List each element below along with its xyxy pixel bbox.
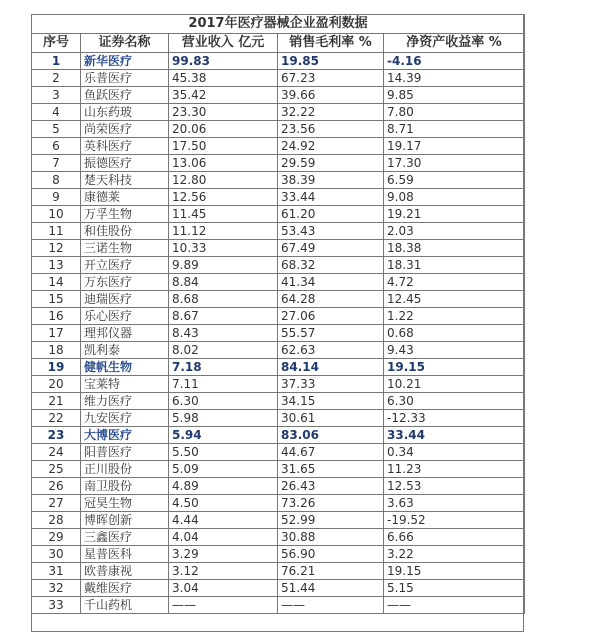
revenue-cell: 17.50 — [169, 138, 278, 155]
gross-margin-cell: 34.15 — [278, 393, 384, 410]
gross-margin-cell: 33.44 — [278, 189, 384, 206]
roe-cell: —— — [384, 597, 525, 614]
name-cell: 正川股份 — [81, 461, 169, 478]
gross-margin-cell: 56.90 — [278, 546, 384, 563]
revenue-cell: 99.83 — [169, 53, 278, 70]
seq-cell: 1 — [32, 53, 81, 70]
table-row — [32, 291, 525, 308]
roe-cell: 18.31 — [384, 257, 525, 274]
seq-cell: 9 — [32, 189, 81, 206]
name-cell: 戴维医疗 — [81, 580, 169, 597]
seq-cell: 14 — [32, 274, 81, 291]
gross-margin-cell: 41.34 — [278, 274, 384, 291]
name-cell: 康德莱 — [81, 189, 169, 206]
table-row — [32, 529, 525, 546]
seq-cell: 17 — [32, 325, 81, 342]
gross-margin-cell: 64.28 — [278, 291, 384, 308]
roe-cell: 11.23 — [384, 461, 525, 478]
table-row — [32, 308, 525, 325]
name-cell: 和佳股份 — [81, 223, 169, 240]
revenue-cell: 8.68 — [169, 291, 278, 308]
name-cell: 三鑫医疗 — [81, 529, 169, 546]
seq-cell: 29 — [32, 529, 81, 546]
revenue-cell: 4.44 — [169, 512, 278, 529]
gross-margin-cell: 37.33 — [278, 376, 384, 393]
table-row — [32, 274, 525, 291]
gross-margin-cell: 30.61 — [278, 410, 384, 427]
revenue-cell: 4.50 — [169, 495, 278, 512]
roe-cell: -19.52 — [384, 512, 525, 529]
gross-margin-cell: 67.49 — [278, 240, 384, 257]
table-row — [32, 87, 525, 104]
roe-cell: -12.33 — [384, 410, 525, 427]
revenue-cell: 7.11 — [169, 376, 278, 393]
seq-cell: 18 — [32, 342, 81, 359]
seq-cell: 22 — [32, 410, 81, 427]
seq-cell: 4 — [32, 104, 81, 121]
gross-margin-cell: 32.22 — [278, 104, 384, 121]
table-row — [32, 172, 525, 189]
seq-cell: 15 — [32, 291, 81, 308]
table-row — [32, 478, 525, 495]
name-cell: 健帆生物 — [81, 359, 169, 376]
gross-margin-cell: 19.85 — [278, 53, 384, 70]
revenue-cell: 3.04 — [169, 580, 278, 597]
gross-margin-cell: 68.32 — [278, 257, 384, 274]
name-cell: 万孚生物 — [81, 206, 169, 223]
data-table-container — [31, 14, 524, 632]
seq-cell: 16 — [32, 308, 81, 325]
seq-cell: 13 — [32, 257, 81, 274]
roe-cell: 19.21 — [384, 206, 525, 223]
gross-margin-cell: 38.39 — [278, 172, 384, 189]
roe-cell: 10.21 — [384, 376, 525, 393]
gross-margin-cell: 44.67 — [278, 444, 384, 461]
gross-margin-cell: 51.44 — [278, 580, 384, 597]
table-row — [32, 461, 525, 478]
seq-cell: 7 — [32, 155, 81, 172]
gross-margin-cell: 83.06 — [278, 427, 384, 444]
roe-cell: 3.63 — [384, 495, 525, 512]
roe-cell: 0.68 — [384, 325, 525, 342]
revenue-cell: 8.43 — [169, 325, 278, 342]
table-row — [32, 53, 525, 70]
roe-cell: 14.39 — [384, 70, 525, 87]
revenue-cell: 23.30 — [169, 104, 278, 121]
roe-cell: 2.03 — [384, 223, 525, 240]
table-row — [32, 206, 525, 223]
gross-margin-cell: 53.43 — [278, 223, 384, 240]
seq-cell: 25 — [32, 461, 81, 478]
seq-cell: 10 — [32, 206, 81, 223]
table-row — [32, 138, 525, 155]
revenue-cell: 20.06 — [169, 121, 278, 138]
name-cell: 理邦仪器 — [81, 325, 169, 342]
table-row — [32, 546, 525, 563]
gross-margin-cell: 27.06 — [278, 308, 384, 325]
revenue-cell: 3.12 — [169, 563, 278, 580]
name-cell: 九安医疗 — [81, 410, 169, 427]
seq-cell: 26 — [32, 478, 81, 495]
seq-cell: 31 — [32, 563, 81, 580]
seq-cell: 3 — [32, 87, 81, 104]
header-seq: 序号 — [32, 34, 81, 53]
roe-cell: 7.80 — [384, 104, 525, 121]
name-cell: 万东医疗 — [81, 274, 169, 291]
seq-cell: 2 — [32, 70, 81, 87]
gross-margin-cell: 84.14 — [278, 359, 384, 376]
name-cell: 迪瑞医疗 — [81, 291, 169, 308]
roe-cell: 12.45 — [384, 291, 525, 308]
name-cell: 乐心医疗 — [81, 308, 169, 325]
table-row — [32, 70, 525, 87]
table-row — [32, 597, 525, 614]
roe-cell: 19.15 — [384, 359, 525, 376]
name-cell: 鱼跃医疗 — [81, 87, 169, 104]
table-row — [32, 223, 525, 240]
seq-cell: 8 — [32, 172, 81, 189]
table-row — [32, 495, 525, 512]
roe-cell: 9.85 — [384, 87, 525, 104]
header-gross-margin: 销售毛利率 % — [278, 34, 384, 53]
name-cell: 阳普医疗 — [81, 444, 169, 461]
roe-cell: 19.17 — [384, 138, 525, 155]
seq-cell: 33 — [32, 597, 81, 614]
table-body — [32, 53, 525, 614]
revenue-cell: 12.80 — [169, 172, 278, 189]
seq-cell: 20 — [32, 376, 81, 393]
revenue-cell: 4.04 — [169, 529, 278, 546]
revenue-cell: 5.50 — [169, 444, 278, 461]
table-row — [32, 240, 525, 257]
table-row — [32, 189, 525, 206]
table-row — [32, 427, 525, 444]
revenue-cell: 4.89 — [169, 478, 278, 495]
roe-cell: 3.22 — [384, 546, 525, 563]
gross-margin-cell: 76.21 — [278, 563, 384, 580]
seq-cell: 28 — [32, 512, 81, 529]
revenue-cell: 35.42 — [169, 87, 278, 104]
seq-cell: 11 — [32, 223, 81, 240]
roe-cell: 4.72 — [384, 274, 525, 291]
seq-cell: 32 — [32, 580, 81, 597]
table-row — [32, 155, 525, 172]
revenue-cell: 12.56 — [169, 189, 278, 206]
roe-cell: 1.22 — [384, 308, 525, 325]
gross-margin-cell: 39.66 — [278, 87, 384, 104]
name-cell: 大博医疗 — [81, 427, 169, 444]
table-row — [32, 121, 525, 138]
revenue-cell: 11.45 — [169, 206, 278, 223]
gross-margin-cell: 67.23 — [278, 70, 384, 87]
name-cell: 星普医科 — [81, 546, 169, 563]
seq-cell: 30 — [32, 546, 81, 563]
table-row — [32, 580, 525, 597]
revenue-cell: 7.18 — [169, 359, 278, 376]
roe-cell: 6.59 — [384, 172, 525, 189]
seq-cell: 12 — [32, 240, 81, 257]
name-cell: 楚天科技 — [81, 172, 169, 189]
name-cell: 开立医疗 — [81, 257, 169, 274]
table-row — [32, 359, 525, 376]
revenue-cell: 3.29 — [169, 546, 278, 563]
gross-margin-cell: 55.57 — [278, 325, 384, 342]
roe-cell: 19.15 — [384, 563, 525, 580]
seq-cell: 5 — [32, 121, 81, 138]
name-cell: 乐普医疗 — [81, 70, 169, 87]
table-row — [32, 512, 525, 529]
revenue-cell: 8.84 — [169, 274, 278, 291]
revenue-cell: 6.30 — [169, 393, 278, 410]
roe-cell: 8.71 — [384, 121, 525, 138]
gross-margin-cell: 23.56 — [278, 121, 384, 138]
revenue-cell: 8.67 — [169, 308, 278, 325]
roe-cell: 6.30 — [384, 393, 525, 410]
name-cell: 冠昊生物 — [81, 495, 169, 512]
revenue-cell: 45.38 — [169, 70, 278, 87]
profit-table — [31, 14, 525, 614]
name-cell: 三诺生物 — [81, 240, 169, 257]
name-cell: 尚荣医疗 — [81, 121, 169, 138]
revenue-cell: 8.02 — [169, 342, 278, 359]
roe-cell: 33.44 — [384, 427, 525, 444]
roe-cell: 5.15 — [384, 580, 525, 597]
table-row — [32, 342, 525, 359]
gross-margin-cell: 30.88 — [278, 529, 384, 546]
gross-margin-cell: 31.65 — [278, 461, 384, 478]
name-cell: 凯利泰 — [81, 342, 169, 359]
name-cell: 欧普康视 — [81, 563, 169, 580]
header-name: 证券名称 — [81, 34, 169, 53]
name-cell: 博晖创新 — [81, 512, 169, 529]
revenue-cell: —— — [169, 597, 278, 614]
revenue-cell: 10.33 — [169, 240, 278, 257]
gross-margin-cell: 29.59 — [278, 155, 384, 172]
revenue-cell: 5.98 — [169, 410, 278, 427]
table-row — [32, 376, 525, 393]
gross-margin-cell: 26.43 — [278, 478, 384, 495]
name-cell: 维力医疗 — [81, 393, 169, 410]
name-cell: 南卫股份 — [81, 478, 169, 495]
roe-cell: 6.66 — [384, 529, 525, 546]
revenue-cell: 5.94 — [169, 427, 278, 444]
revenue-cell: 13.06 — [169, 155, 278, 172]
seq-cell: 24 — [32, 444, 81, 461]
name-cell: 千山药机 — [81, 597, 169, 614]
seq-cell: 23 — [32, 427, 81, 444]
roe-cell: 12.53 — [384, 478, 525, 495]
header-revenue: 营业收入 亿元 — [169, 34, 278, 53]
table-row — [32, 104, 525, 121]
name-cell: 宝莱特 — [81, 376, 169, 393]
name-cell: 英科医疗 — [81, 138, 169, 155]
revenue-cell: 11.12 — [169, 223, 278, 240]
name-cell: 振德医疗 — [81, 155, 169, 172]
gross-margin-cell: 52.99 — [278, 512, 384, 529]
table-row — [32, 325, 525, 342]
table-title: 2017年医疗器械企业盈利数据 — [32, 15, 525, 34]
revenue-cell: 9.89 — [169, 257, 278, 274]
name-cell: 新华医疗 — [81, 53, 169, 70]
gross-margin-cell: 62.63 — [278, 342, 384, 359]
gross-margin-cell: 73.26 — [278, 495, 384, 512]
roe-cell: -4.16 — [384, 53, 525, 70]
roe-cell: 9.43 — [384, 342, 525, 359]
roe-cell: 17.30 — [384, 155, 525, 172]
seq-cell: 19 — [32, 359, 81, 376]
seq-cell: 21 — [32, 393, 81, 410]
header-roe: 净资产收益率 % — [384, 34, 525, 53]
table-row — [32, 563, 525, 580]
roe-cell: 0.34 — [384, 444, 525, 461]
gross-margin-cell: —— — [278, 597, 384, 614]
table-row — [32, 410, 525, 427]
name-cell: 山东药玻 — [81, 104, 169, 121]
gross-margin-cell: 61.20 — [278, 206, 384, 223]
revenue-cell: 5.09 — [169, 461, 278, 478]
table-row — [32, 393, 525, 410]
roe-cell: 9.08 — [384, 189, 525, 206]
table-row — [32, 444, 525, 461]
roe-cell: 18.38 — [384, 240, 525, 257]
gross-margin-cell: 24.92 — [278, 138, 384, 155]
seq-cell: 27 — [32, 495, 81, 512]
seq-cell: 6 — [32, 138, 81, 155]
table-row — [32, 257, 525, 274]
